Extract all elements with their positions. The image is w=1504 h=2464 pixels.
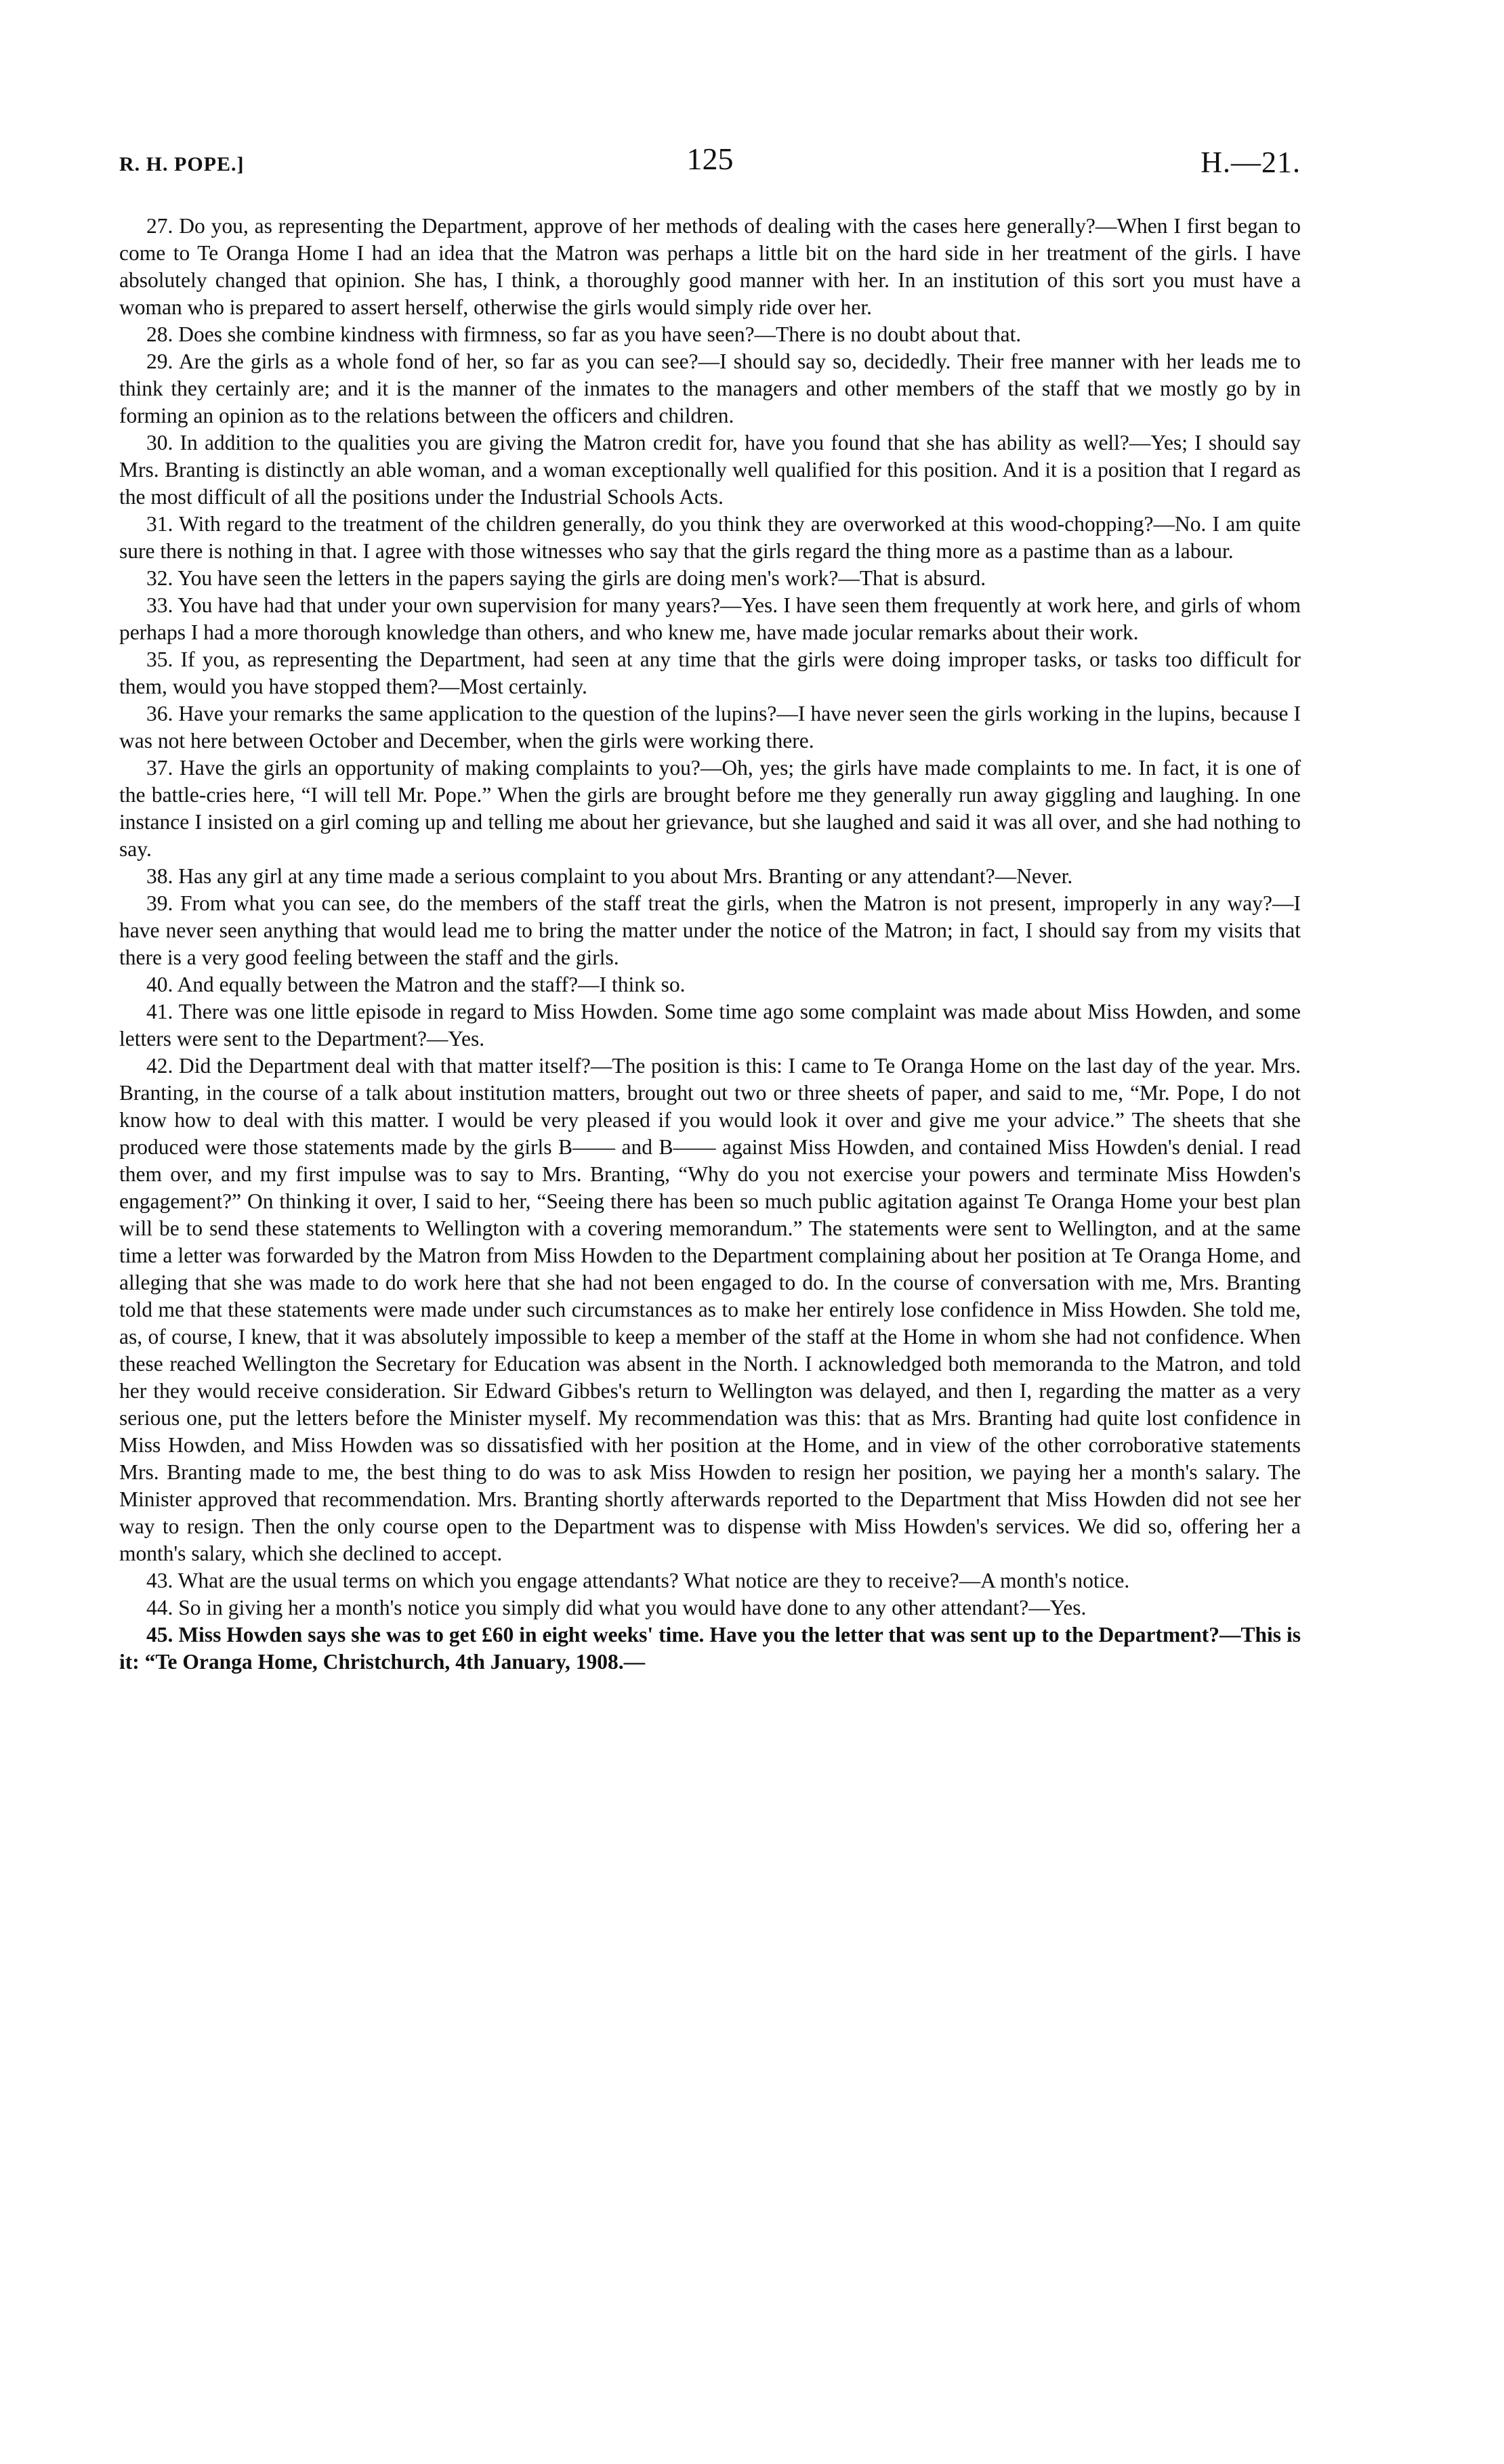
paragraph-28: 28. Does she combine kindness with firmness, so far as you have seen?—There is no doubt about that. bbox=[146, 322, 1022, 346]
paragraph-42: 42. Did the Department deal with that matter itself?—The position is this: I came to Te Oranga Home on the last day of the year. Mrs. Branting, in the course of a talk about institution matters, brought out two or three sheets of paper, and said to me, “Mr. Pope, I do not know how to deal with this matter. I would be very pleased if you would look it over and give me your advice.” The sheets that she produced were those statements made by the girls B—— and B—— against Miss Howden, and contained Miss Howden's denial. I read them over, and my first impulse was to say to Mrs. Branting, “Why do you not exercise your powers and terminate Miss Howden's engagement?” On thinking it over, I said to her, “Seeing there has been so much public agitation against Te Oranga Home your best plan will be to send these statements to Wellington with a covering memorandum.” The statements were sent to Wellington, and at the same time a letter was forwarded by the Matron from Miss Howden to the Department complaining about her position at Te Oranga Home, and alleging that she was made to do work here that she had not been engaged to do. In the course of conversation with me, Mrs. Branting told me that these statements were made under such circumstances as to make her entirely lose confidence in Miss Howden. She told me, as, of course, I knew, that it was absolutely impossible to keep a member of the staff at the Home in whom she had not confidence. When these reached Wellington the Secretary for Education was absent in the North. I acknowledged both memoranda to the Matron, and told her they would receive consideration. Sir Edward Gibbes's return to Wellington was delayed, and then I, regarding the matter as a very serious one, put the letters before the Minister myself. My recommendation was this: that as Mrs. Branting had quite lost confidence in Miss Howden, and Miss Howden was so dissatisfied with her position at the Home, and in view of the other corroborative statements Mrs. Branting made to me, the best thing to do was to ask Miss Howden to resign her position, we paying her a month's salary. The Minister approved that recommendation. Mrs. Branting shortly afterwards reported to the Department that Miss Howden did not see her way to resign. Then the only course open to the Department was to dispense with Miss Howden's services. We did so, offering her a month's salary, which she declined to accept. bbox=[119, 1054, 1301, 1565]
page-header bbox=[119, 141, 1301, 190]
document-page bbox=[119, 141, 1301, 1676]
witness-name: R. H. POPE.] bbox=[119, 153, 245, 175]
paragraph-35: 35. If you, as representing the Department, had seen at any time that the girls were doing improper tasks, or tasks too difficult for them, would you have stopped them?—Most certainly. bbox=[119, 647, 1301, 698]
paragraph-29: 29. Are the girls as a whole fond of her, so far as you can see?—I should say so, decidedly. Their free manner with her leads me to think they certainly are; and it is the manner of the inmates to the managers and other members of the staff that we mostly go by in forming an opinion as to the relations between the officers and children. bbox=[119, 349, 1301, 427]
paragraph-41: 41. There was one little episode in regard to Miss Howden. Some time ago some complaint was made about Miss Howden, and some letters were sent to the Department?—Yes. bbox=[119, 1000, 1301, 1050]
document-reference: H.—21. bbox=[1200, 146, 1301, 179]
paragraph-30: 30. In addition to the qualities you are giving the Matron credit for, have you found that she has ability as well?—Yes; I should say Mrs. Branting is distinctly an able woman, and a woman exceptionally well qualified for this position. And it is a position that I regard as the most difficult of all the positions under the Industrial Schools Acts. bbox=[119, 431, 1301, 509]
paragraph-45: 45. Miss Howden says she was to get £60 in eight weeks' time. Have you the letter that was sent up to the Department?—This is it: “Te Oranga Home, Christchurch, 4th January, 1908.— bbox=[119, 1623, 1301, 1674]
paragraph-33: 33. You have had that under your own supervision for many years?—Yes. I have seen them frequently at work here, and girls of whom perhaps I had a more thorough knowledge than others, and who knew me, have made jocular remarks about their work. bbox=[119, 593, 1301, 644]
paragraph-39: 39. From what you can see, do the members of the staff treat the girls, when the Matron is not present, improperly in any way?—I have never seen anything that would lead me to bring the matter under the notice of the Matron; in fact, I should say from my visits that there is a very good feeling between the staff and the girls. bbox=[119, 891, 1301, 969]
paragraph-36: 36. Have your remarks the same application to the question of the lupins?—I have never seen the girls working in the lupins, because I was not here between October and December, when the girls were working there. bbox=[119, 702, 1301, 752]
paragraph-37: 37. Have the girls an opportunity of making complaints to you?—Oh, yes; the girls have made complaints to me. In fact, it is one of the battle-cries here, “I will tell Mr. Pope.” When the girls are brought before me they generally run away giggling and laughing. In one instance I insisted on a girl coming up and telling me about her grievance, but she laughed and said it was all over, and she had nothing to say. bbox=[119, 756, 1301, 861]
paragraph-27: 27. Do you, as representing the Department, approve of her methods of dealing with the cases here generally?—When I first began to come to Te Oranga Home I had an idea that the Matron was perhaps a little bit on the hard side in her treatment of the girls. I have absolutely changed that opinion. She has, I think, a thoroughly good manner with her. In an institution of this sort you must have a woman who is prepared to assert herself, otherwise the girls would simply ride over her. bbox=[119, 214, 1301, 319]
paragraph-31: 31. With regard to the treatment of the children generally, do you think they are overworked at this wood-chopping?—No. I am quite sure there is nothing in that. I agree with those witnesses who say that the girls regard the thing more as a pastime than as a labour. bbox=[119, 512, 1301, 563]
paragraph-44: 44. So in giving her a month's notice you simply did what you would have done to any other attendant?—Yes. bbox=[146, 1596, 1087, 1619]
paragraph-38: 38. Has any girl at any time made a serious complaint to you about Mrs. Branting or any attendant?—Never. bbox=[146, 864, 1073, 888]
body-text bbox=[119, 213, 1301, 1676]
page-number: 125 bbox=[686, 142, 734, 176]
paragraph-32: 32. You have seen the letters in the papers saying the girls are doing men's work?—That is absurd. bbox=[146, 566, 986, 590]
paragraph-40: 40. And equally between the Matron and the staff?—I think so. bbox=[146, 973, 686, 996]
paragraph-43: 43. What are the usual terms on which you engage attendants? What notice are they to receive?—A month's notice. bbox=[146, 1569, 1130, 1592]
